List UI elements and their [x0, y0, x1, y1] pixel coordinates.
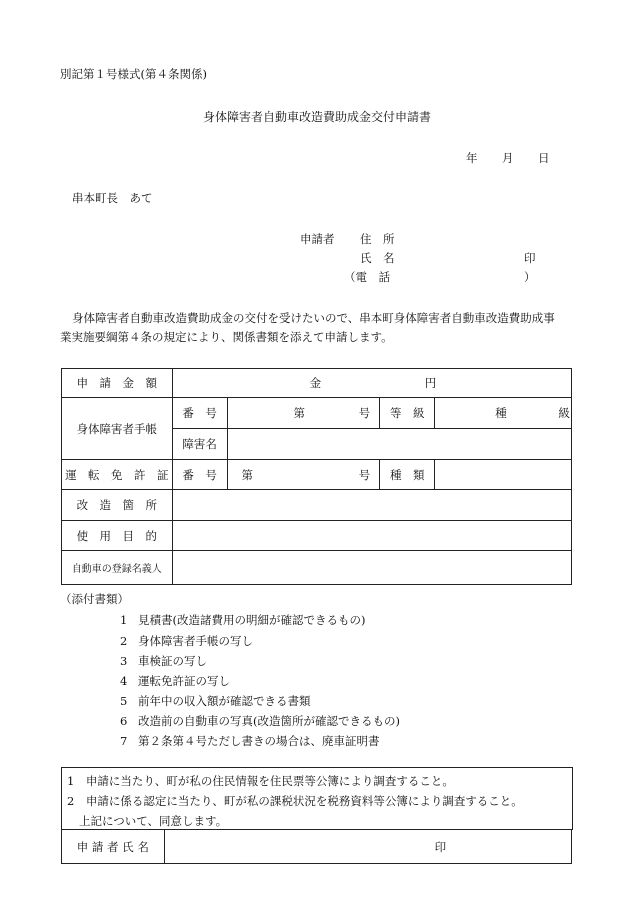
purpose-field[interactable] [172, 521, 571, 551]
date-day: 日 [538, 151, 550, 165]
attachment-item: 5 前年中の収入額が確認できる書類 [120, 694, 311, 708]
form-header: 別記第１号様式(第４条関係) [60, 67, 207, 81]
consent-name-field[interactable] [164, 830, 571, 864]
attachment-item: 2 身体障害者手帳の写し [120, 634, 253, 648]
amount-kin: 金 [309, 376, 322, 390]
handbook-number-label: 番 号 [172, 398, 227, 429]
applicant-name-label: 氏 名 [360, 251, 395, 265]
purpose-label: 使 用 目 的 [62, 521, 173, 551]
amount-label: 申 請 金 額 [62, 369, 173, 398]
applicant-phone-close: ） [524, 270, 536, 284]
grade-field[interactable] [435, 398, 572, 429]
applicant-seal: 印 [524, 251, 536, 265]
license-number-label: 番 号 [172, 460, 227, 490]
license-label: 運 転 免 許 証 [62, 460, 173, 490]
document-title: 身体障害者自動車改造費助成金交付申請書 [203, 110, 432, 124]
grade-label: 等 級 [380, 398, 435, 429]
date-month: 月 [502, 151, 514, 165]
applicant-address-label: 住 所 [360, 232, 395, 246]
attachment-item: 1 見積書(改造諸費用の明細が確認できるもの) [120, 613, 366, 627]
attachment-item: 4 運転免許証の写し [120, 674, 230, 688]
disability-label: 障害名 [172, 429, 227, 460]
amount-field[interactable] [172, 369, 571, 398]
application-table [61, 368, 572, 585]
applicant-label: 申請者 [300, 232, 335, 246]
consent-box [61, 767, 573, 830]
grade-shu: 種 [495, 406, 507, 420]
owner-field[interactable] [172, 551, 571, 585]
applicant-phone-open: （電 話 [344, 270, 390, 284]
consent-item-1: 1 申請に当たり、町が私の住民情報を住民票等公簿により調査すること。 [67, 774, 454, 788]
amount-yen: 円 [424, 376, 437, 390]
consent-agree: 上記について、同意します。 [79, 814, 228, 828]
handbook-dai: 第 [293, 406, 306, 420]
license-dai: 第 [241, 467, 254, 482]
handbook-label: 身体障害者手帳 [62, 398, 173, 460]
date-year: 年 [466, 151, 478, 165]
license-go: 号 [358, 467, 371, 482]
license-type-field[interactable] [435, 460, 572, 490]
modification-label: 改 造 箇 所 [62, 490, 173, 521]
license-type-label: 種 類 [380, 460, 435, 490]
handbook-go: 号 [358, 406, 371, 420]
handbook-number-field[interactable] [227, 398, 380, 429]
disability-field[interactable] [227, 429, 571, 460]
consent-name-label: 申 請 者 氏 名 [62, 830, 165, 864]
consent-seal: 印 [434, 839, 447, 854]
consent-item-2: 2 申請に係る認定に当たり、町が私の課税状況を税務資料等公簿により調査すること。 [67, 794, 523, 808]
body-text-line1: 身体障害者自動車改造費助成金の交付を受けたいので、串本町身体障害者自動車改造費助成事 [72, 311, 555, 325]
grade-kyu: 級 [558, 406, 570, 420]
attachment-item: 3 車検証の写し [120, 654, 207, 668]
attachments-heading: （添付書類） [60, 592, 129, 606]
addressee: 串本町長 あて [72, 191, 153, 205]
owner-label: 自動車の登録名義人 [62, 551, 173, 585]
attachment-item: 7 第２条第４号ただし書きの場合は、廃車証明書 [120, 734, 380, 748]
body-text-line2: 業実施要綱第４条の規定により、関係書類を添えて申請します。 [60, 330, 393, 344]
attachment-item: 6 改造前の自動車の写真(改造箇所が確認できるもの) [120, 714, 400, 728]
modification-field[interactable] [172, 490, 571, 521]
consent-signature-table [61, 829, 572, 864]
license-number-field[interactable] [227, 460, 380, 490]
